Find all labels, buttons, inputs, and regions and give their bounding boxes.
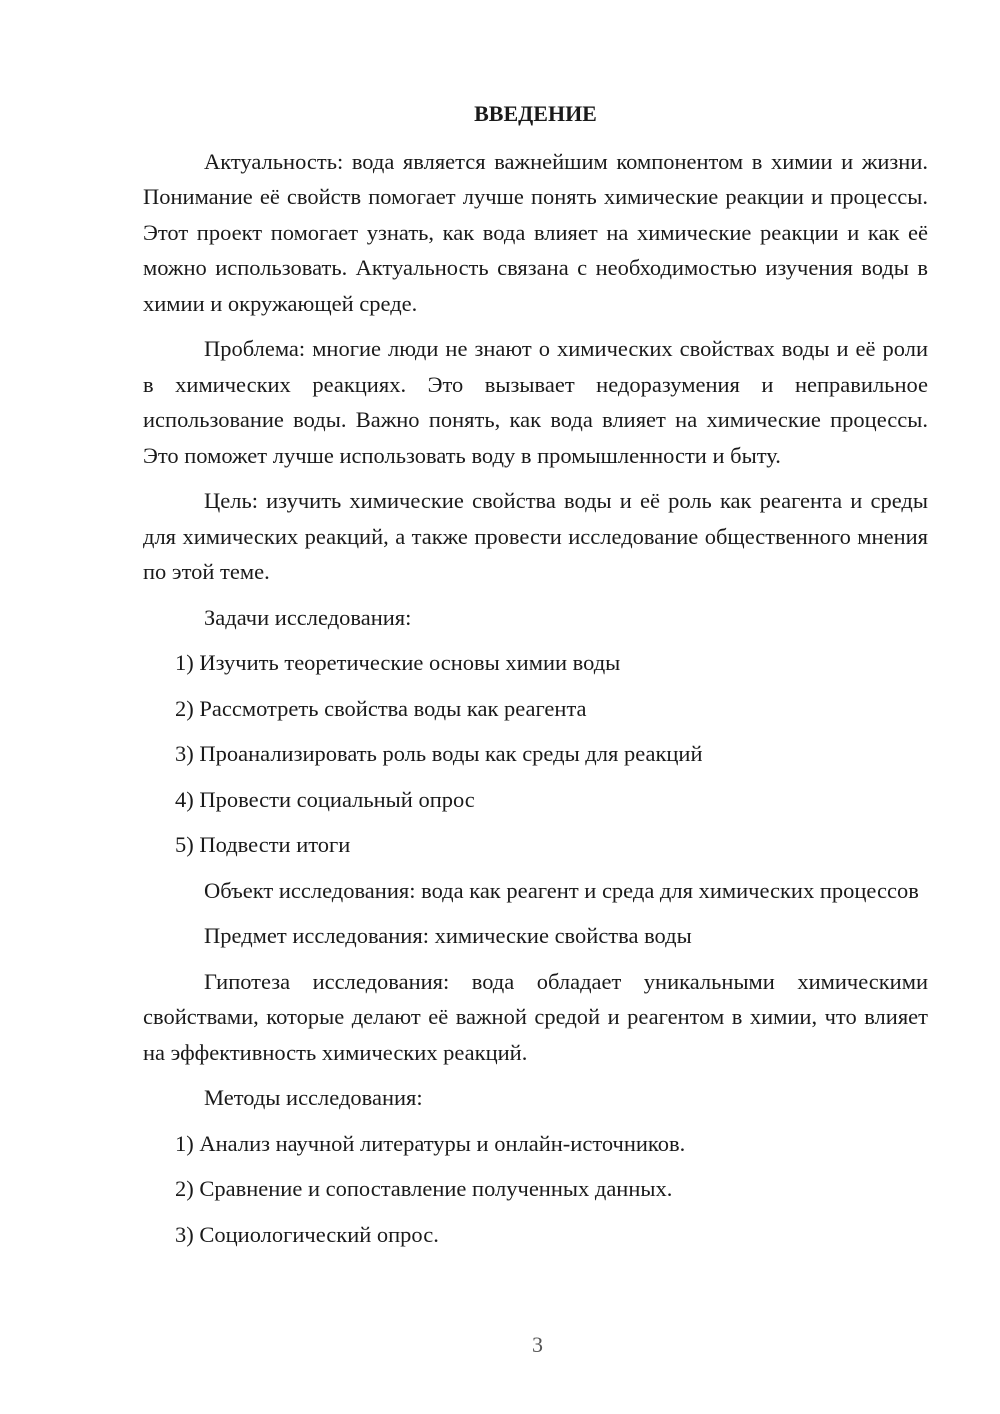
task-item: 5) Подвести итоги <box>175 832 351 857</box>
method-item: 3) Социологический опрос. <box>175 1221 439 1247</box>
object-paragraph: Объект исследования: вода как реагент и среда для химических процессов <box>204 877 919 903</box>
subject-paragraph: Предмет исследования: химические свойства воды <box>204 923 692 948</box>
methods-heading: Методы исследования: <box>204 1085 423 1110</box>
page-number: 3 <box>532 1332 543 1357</box>
method-item: 2) Сравнение и сопоставление полученных данных. <box>175 1176 673 1201</box>
method-item: 1) Анализ научной литературы и онлайн-источников. <box>175 1130 686 1156</box>
page-title: ВВЕДЕНИЕ <box>474 101 597 126</box>
problem-paragraph: Проблема: многие люди не знают о химических свойствах воды и её роли в химических реакциях. Это вызывает недоразумения и неправильное использование воды. Важно понять, как вода влияет на химические процессы. Это поможет лучше использовать воду в промышленности и быту. <box>143 336 928 468</box>
relevance-paragraph: Актуальность: вода является важнейшим компонентом в химии и жизни. Понимание её свойств помогает лучше понять химические реакции и процессы. Этот проект помогает узнать, как вода влияет на химические реакции и как её можно использовать. Актуальность связана с необходимостью изучения воды в химии и окружающей среде. <box>143 148 928 316</box>
tasks-heading: Задачи исследования: <box>204 604 412 630</box>
goal-paragraph: Цель: изучить химические свойства воды и её роль как реагента и среды для химических реакций, а также провести исследование общественного мнения по этой теме. <box>143 488 928 584</box>
task-item: 1) Изучить теоретические основы химии воды <box>175 650 621 675</box>
task-item: 2) Рассмотреть свойства воды как реагента <box>175 695 587 721</box>
hypothesis-paragraph: Гипотеза исследования: вода обладает уникальными химическими свойствами, которые делают её важной средой и реагентом в химии, что влияет на эффективность химических реакций. <box>143 968 928 1065</box>
page-content <box>143 96 928 1262</box>
task-item: 4) Провести социальный опрос <box>175 786 475 812</box>
task-item: 3) Проанализировать роль воды как среды для реакций <box>175 741 703 766</box>
